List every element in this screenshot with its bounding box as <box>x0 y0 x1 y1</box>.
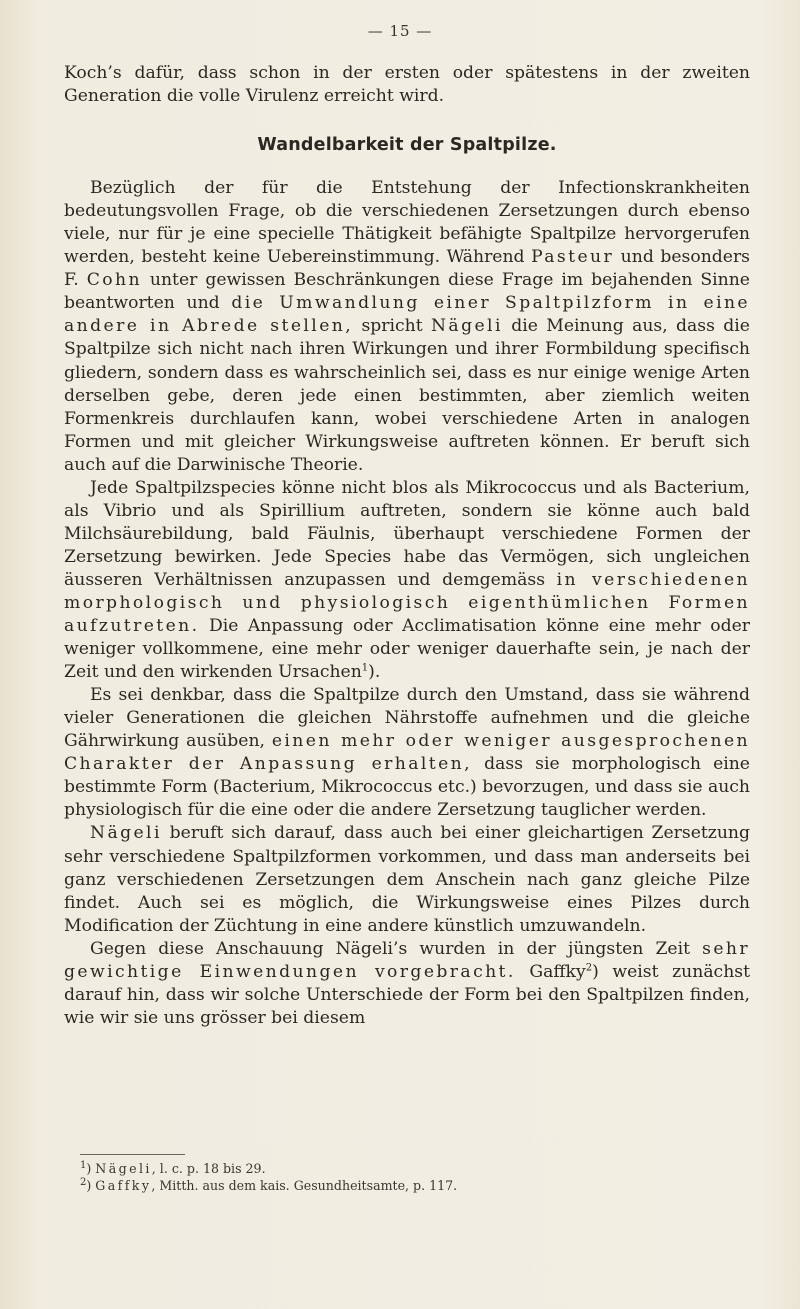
author-name: Pasteur <box>531 247 615 268</box>
author-name: Nägeli <box>430 316 503 337</box>
author-name: Nägeli <box>90 823 162 844</box>
text: ). <box>368 662 381 683</box>
text: Gegen diese Anschauung Nägeli’s wurden in der jüngsten Zeit <box>90 938 703 959</box>
author-name: Gaffky <box>95 1178 152 1193</box>
author-name: Nägeli <box>95 1161 152 1176</box>
text: spricht <box>353 316 431 337</box>
author-name: Cohn <box>86 270 142 291</box>
emphasis: einen mehr oder weniger ausgesprochenen Charakter der Anpassung erhalten, <box>64 731 750 775</box>
footnote-divider <box>80 1154 185 1155</box>
text: beruft sich darauf, dass auch bei einer gleichartigen Zersetzung sehr verschiedene Spaltpilzformen vorkommen, und dass man anderseits bei ganz verschiedenen Zersetzungen dem Anschein nach ganz gleiche Pilze findet. Auch sei es möglich, die Wirkungsweise eines Pilzes durch Modification der Züchtung in eine andere künstlich umzuwandeln. <box>64 823 750 936</box>
text <box>516 962 530 982</box>
footnote-mark: 1 <box>80 1159 87 1171</box>
emphasis: die Umwandlung einer Spaltpilzform in eine andere in Abrede stellen, <box>64 293 751 337</box>
paragraph-5 <box>64 938 750 1030</box>
text: die Meinung aus, dass die Spaltpilze sich nicht nach ihren Wirkungen und ihrer Formbildung specifisch gliedern, sondern dass es wahrscheinlich sei, dass es nur einige wenige Arten derselben gebe, deren jede einen bestimmten, aber ziemlich weiten Formenkreis durchlaufen kann, wobei verschiedene Arten in analogen Formen und mit gleicher Wirkungsweise auftreten können. Er beruft sich auch auf die Darwinische Theorie. <box>64 316 750 475</box>
footnotes <box>80 1160 750 1194</box>
footnote-ref: 2 <box>585 962 593 973</box>
paragraph-1 <box>64 177 750 477</box>
footnote-1: $^1$) Nägeli, l. c. p. 18 bis 29. <box>80 1159 266 1176</box>
emphasis: in verschiedenen morphologisch und physiologisch eigenthümlichen Formen aufzutreten. <box>64 569 750 637</box>
footnote-ref: 1 <box>361 662 369 674</box>
text: Koch’s dafür, dass schon in der ersten oder spätestens in der zweiten Generation die volle Virulenz erreicht wird. <box>64 63 750 107</box>
text: ) weist zunächst darauf hin, dass wir solche Unterschiede der Form bei den Spaltpilzen finden, wie wir sie uns grösser bei diesem <box>64 961 750 1028</box>
paragraph-continuation <box>64 62 750 108</box>
text: Die Anpassung oder Acclimatisation könne eine mehr oder weniger vollkommene, eine mehr oder weniger dauerhafte sein, je nach der Zeit und den wirkenden Ursachen <box>64 616 750 683</box>
text: dass sie morphologisch eine bestimmte Form (Bacterium, Mikrococcus etc.) bevorzugen, und dass sie auch physiologisch für die eine oder die andere Zersetzung tauglicher werden. <box>64 754 750 821</box>
body-text <box>64 62 750 1030</box>
footnote-text: , l. c. p. 18 bis 29. <box>151 1161 266 1176</box>
footnote-text: , Mitth. aus dem kais. Gesundheitsamte, p. 117. <box>151 1178 458 1193</box>
text: unter gewissen Beschränkungen diese Frage im bejahenden Sinne beantworten und <box>64 270 750 314</box>
text: Bezüglich der für die Entstehung der Infectionskrankheiten bedeutungsvollen Frage, ob die verschiedenen Zersetzungen durch ebenso viele, nur für je eine specielle Thätigkeit befähigte Spaltpilze hervorgerufen werden, besteht keine Uebereinstimmung. Während <box>64 178 750 268</box>
footnote-2: $^2$) Gaffky, Mitth. aus dem kais. Gesundheitsamte, p. 117. <box>80 1176 458 1193</box>
footnote-mark: 2 <box>80 1176 87 1188</box>
page-number: — 15 — <box>367 22 433 40</box>
paragraph-4 <box>64 822 750 937</box>
section-heading: Wandelbarkeit der Spaltpilze. <box>257 135 557 156</box>
text: und besonders F. <box>64 247 750 291</box>
author-name: Gaffky <box>529 961 586 982</box>
text: Es sei denkbar, dass die Spaltpilze durch den Umstand, dass sie während vieler Generationen die gleichen Nährstoffe aufnehmen und die gleiche Gährwirkung ausüben, <box>64 685 750 752</box>
emphasis: sehr gewichtige Einwendungen vorgebracht. <box>64 938 750 982</box>
paragraph-2 <box>64 477 750 684</box>
paragraph-3 <box>64 684 750 822</box>
text: Jede Spaltpilzspecies könne nicht blos als Mikrococcus und als Bacterium, als Vibrio und als Spirillium auftreten, sondern sie könne auch bald Milchsäurebildung, bald Fäulnis, überhaupt verschiedene Formen der Zersetzung bewirken. Jede Species habe das Vermögen, sich ungleichen äusseren Verhältnissen anzupassen und demgemäss <box>64 477 750 590</box>
